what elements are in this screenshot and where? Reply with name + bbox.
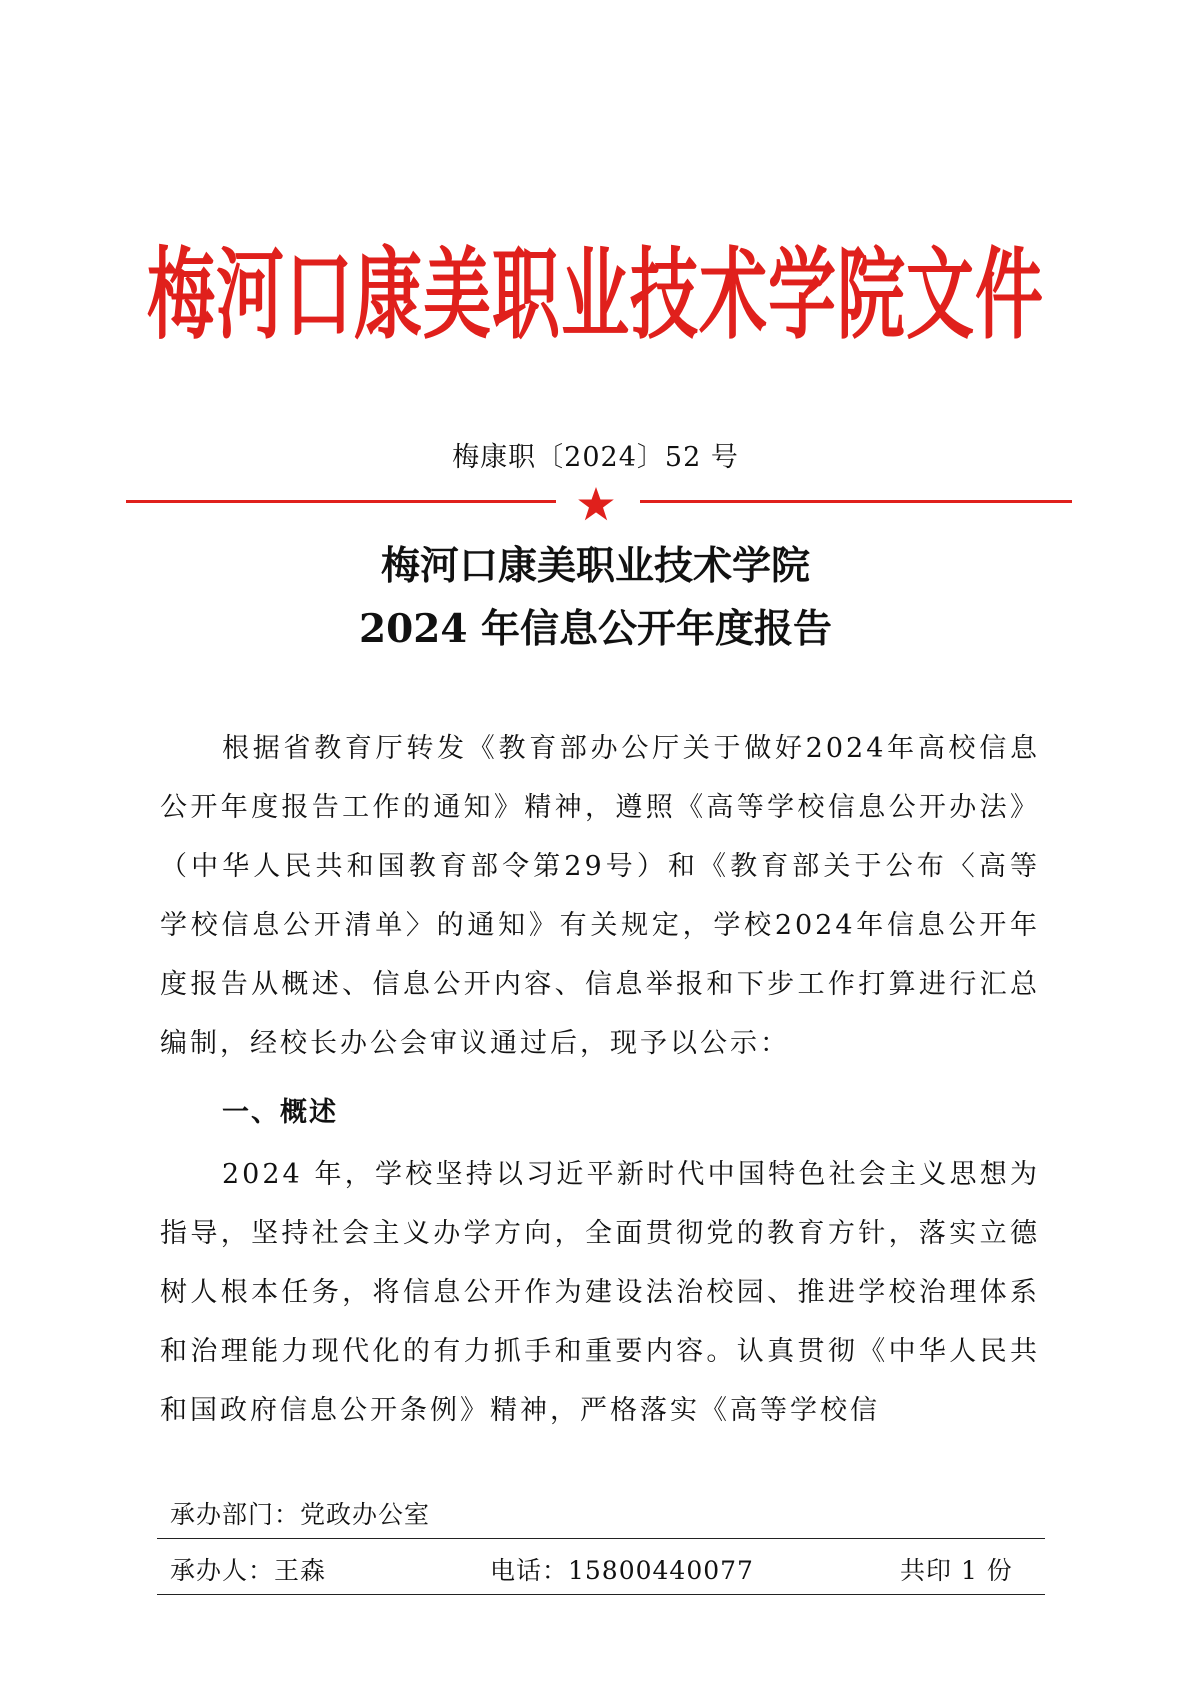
report-title-line-2: 2024 年信息公开年度报告 (358, 606, 833, 652)
footer-phone: 电话：15800440077 (490, 1556, 754, 1585)
footer-copies: 共印 1 份 (900, 1556, 1013, 1585)
footer-rule-top (157, 1538, 1045, 1539)
star-icon (577, 486, 615, 522)
report-title (0, 535, 1191, 661)
document-number: 梅康职〔2024〕52 号 (452, 442, 739, 473)
report-title-line-1: 梅河口康美职业技术学院 (380, 543, 810, 589)
footer-department: 承办部门：党政办公室 (170, 1500, 431, 1529)
red-divider-right (640, 500, 1072, 503)
section-heading-overview: 一、概述 (222, 1097, 338, 1128)
overview-paragraph: 2024 年，学校坚持以习近平新时代中国特色社会主义思想为指导，坚持社会主义办学方向，全面贯彻党的教育方针，落实立德树人根本任务，将信息公开作为建设法治校园、推进学校治理体系和治理能力现代化的有力抓手和重要内容。认真贯彻《中华人民共和国政府信息公开条例》精神，严格落实《高等学校信 (160, 1159, 1040, 1426)
masthead-title: 梅河口康美职业技术学院文件 (146, 239, 1044, 354)
red-divider-left (126, 500, 556, 503)
intro-paragraph: 根据省教育厅转发《教育部办公厅关于做好2024年高校信息公开年度报告工作的通知》精神，遵照《高等学校信息公开办法》（中华人民共和国教育部令第29号）和《教育部关于公布〈高等学校信息公开清单〉的通知》有关规定，学校2024年信息公开年度报告从概述、信息公开内容、信息举报和下步工作打算进行汇总编制，经校长办公会审议通过后，现予以公示： (160, 733, 1040, 1059)
footer-handler: 承办人：王森 (170, 1556, 327, 1585)
footer-rule-bottom (157, 1594, 1045, 1595)
